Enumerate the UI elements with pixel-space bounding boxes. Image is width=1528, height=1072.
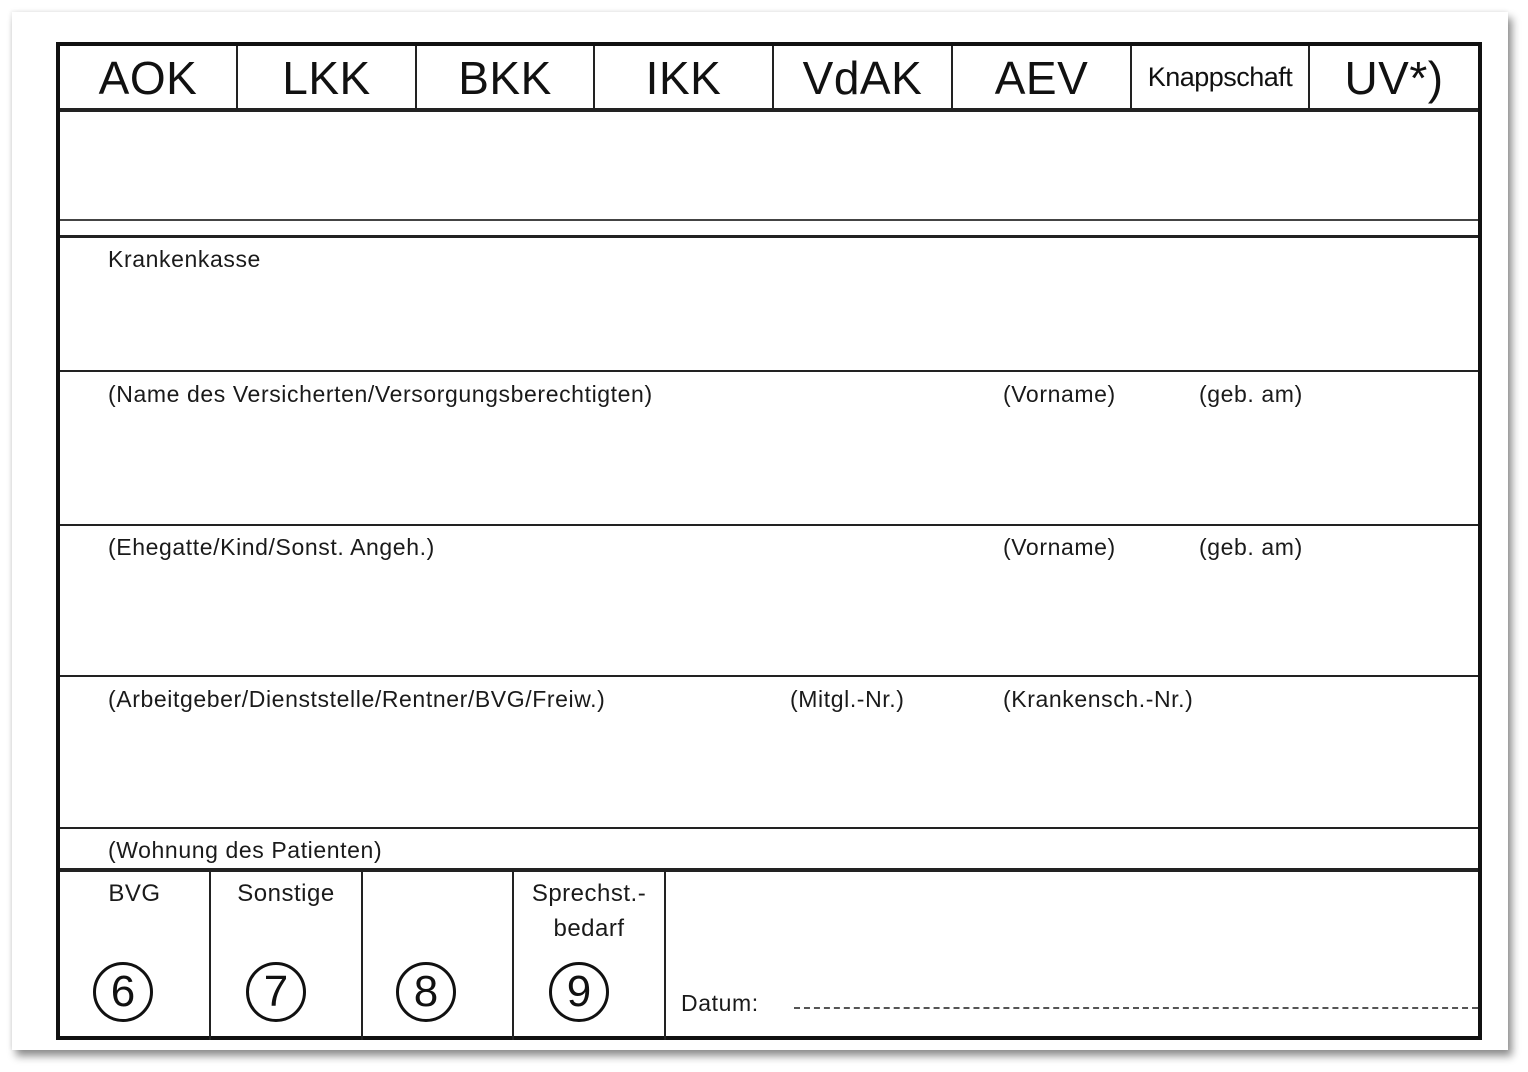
bvg-label: BVG (108, 880, 161, 907)
insurer-checkbox-vdak[interactable] (774, 46, 951, 109)
relative-label: (Ehegatte/Kind/Sonst. Angeh.) (108, 534, 435, 560)
insurer-checkbox-aok[interactable] (60, 46, 236, 109)
insurer-label: AOK (98, 51, 198, 104)
insurer-label: AEV (994, 51, 1089, 104)
box-sprechstundenbedarf[interactable] (514, 872, 664, 1040)
insurer-label: VdAK (802, 51, 923, 104)
krankenkasse-field[interactable] (60, 238, 1478, 370)
sick-certificate-number-label: (Krankensch.-Nr.) (1003, 686, 1194, 712)
relative-birthdate-label: (geb. am) (1199, 534, 1303, 560)
insured-name-label: (Name des Versicherten/Versorgungsberechtigten) (108, 381, 653, 407)
insurer-label: Knappschaft (1147, 62, 1293, 92)
blank-entry-area[interactable] (60, 112, 1478, 219)
member-number-label: (Mitgl.-Nr.) (790, 686, 905, 712)
column-divider (593, 46, 595, 109)
insurer-checkbox-knappschaft[interactable] (1132, 46, 1308, 109)
employer-label: (Arbeitgeber/Dienststelle/Rentner/BVG/Freiw.) (108, 686, 606, 712)
insurer-checkbox-uv[interactable] (1310, 46, 1478, 109)
insured-birthdate-label: (geb. am) (1199, 381, 1303, 407)
datum-input-line[interactable] (794, 1007, 1478, 1009)
insurer-checkbox-lkk[interactable] (238, 46, 415, 109)
krankenkasse-label: Krankenkasse (108, 246, 261, 272)
sprechst-label-line2: bedarf (553, 915, 625, 942)
number-9-circle: 9 (549, 962, 609, 1022)
insurer-label: LKK (282, 51, 371, 104)
insurer-label: BKK (458, 51, 552, 104)
number-6-circle: 6 (93, 962, 153, 1022)
address-label: (Wohnung des Patienten) (108, 837, 383, 863)
sprechst-label-line1: Sprechst.- (531, 880, 647, 907)
column-divider (772, 46, 774, 109)
insurer-checkbox-aev[interactable] (953, 46, 1130, 109)
prescription-form (56, 42, 1482, 1040)
column-divider (664, 872, 666, 1040)
insurer-label: UV*) (1344, 51, 1444, 104)
sonstige-label: Sonstige (237, 880, 335, 907)
relative-vorname-label: (Vorname) (1003, 534, 1116, 560)
column-divider (236, 46, 238, 109)
insured-vorname-label: (Vorname) (1003, 381, 1116, 407)
datum-label: Datum: (681, 990, 759, 1016)
column-divider (951, 46, 953, 109)
column-divider (1308, 46, 1310, 109)
column-divider (415, 46, 417, 109)
insurer-checkbox-bkk[interactable] (417, 46, 593, 109)
form-sheet (12, 12, 1508, 1050)
box-8[interactable] (363, 872, 512, 1040)
column-divider (1130, 46, 1132, 109)
insurer-checkbox-ikk[interactable] (595, 46, 772, 109)
number-7-circle: 7 (246, 962, 306, 1022)
number-8-circle: 8 (396, 962, 456, 1022)
thin-divider (60, 219, 1478, 221)
box-sonstige[interactable] (211, 872, 361, 1040)
box-bvg[interactable] (60, 872, 209, 1040)
insurer-label: IKK (645, 51, 722, 104)
